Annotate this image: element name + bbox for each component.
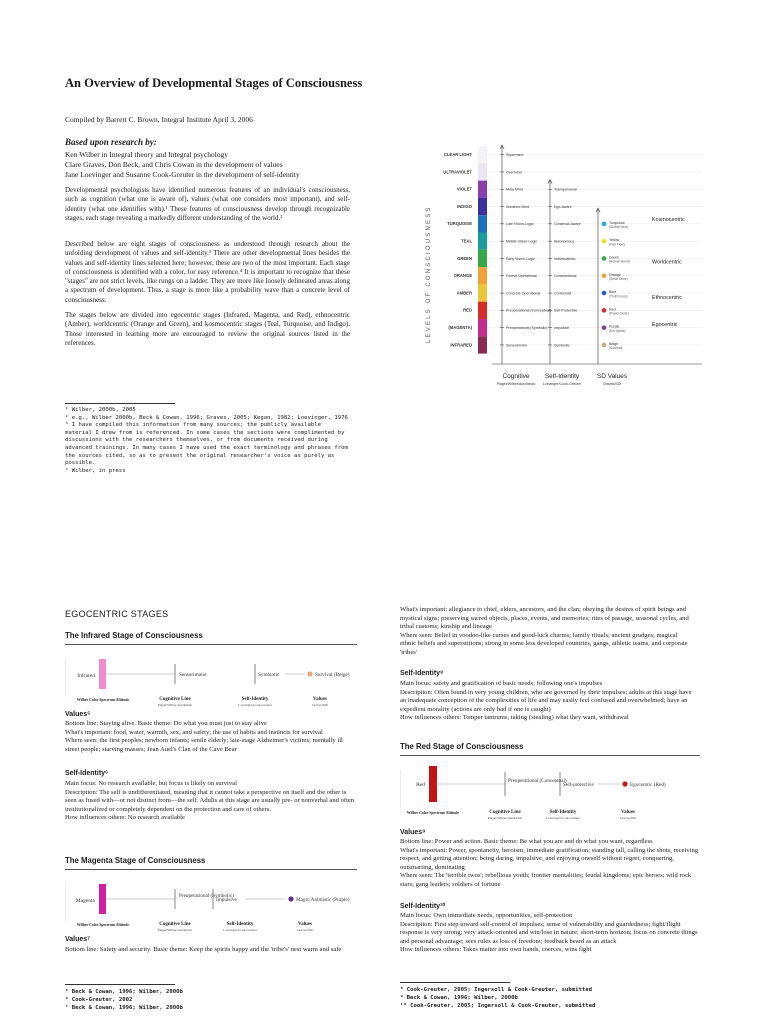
magenta-mini-diagram (65, 876, 357, 932)
level-label: CLEAR LIGHT (443, 152, 472, 157)
magenta-self-head: Self-Identity⁸ (400, 670, 444, 677)
level-band (478, 250, 487, 267)
magenta-title: The Magenta Stage of Consciousness (65, 856, 206, 865)
svg-text:Loevinger/Cook-Greuter: Loevinger/Cook-Greuter (546, 816, 580, 820)
page-title: An Overview of Developmental Stages of Consciousness (65, 76, 363, 90)
svg-text:Graves/SDi: Graves/SDi (620, 816, 636, 820)
values-stage: Green (609, 255, 619, 260)
values-dot (602, 239, 607, 244)
svg-text:Loevinger/Cook-Greuter: Loevinger/Cook-Greuter (223, 928, 257, 932)
cognitive-stage: Early Vision-Logic (506, 256, 535, 261)
values-value: Egocentric (Red) (630, 782, 666, 788)
svg-text:Wilber Color Spectrum Altitude: Wilber Color Spectrum Altitude (406, 811, 460, 815)
text-line: How influences others: Takes matter into own hands, coerces, wins fight (400, 946, 592, 954)
values-stage-sub: (Human Bond) (609, 259, 630, 264)
text-line: Where seen: Belief in voodoo-like curses and good-luck charms; family rituals; ancient grudges; magical ethnic beliefs and superstitions; strong in some less developed countries, gangs, athletic teams, and corporate 'tribes' (400, 631, 688, 656)
axis-sub-cognitive: Piaget/Wilber/Aurobindo (496, 382, 536, 386)
svg-text:Piaget/Wilber/Aurobindo: Piaget/Wilber/Aurobindo (157, 928, 193, 932)
values-dot (288, 896, 293, 901)
self-stage: Self-Protective (554, 308, 578, 313)
cognitive-value: Preoperational (Conceptual) (508, 778, 567, 784)
footnotes-page1 (65, 407, 350, 475)
red-values-text (400, 838, 700, 890)
text-line: Description: The self is undifferentiated, meaning that it cannot take a perspective on itself and the other is seen as fused with—or not distinct from—the self. Adults at this stage are usually pre- or nonverbal and often institutionalized or completely dependent on the protection and care of others. (65, 788, 355, 813)
values-stage: Red (609, 307, 616, 312)
text-line: How influences others: Temper tantrums, taking (stealing) what they want, withdrawal (400, 714, 629, 722)
axis-label-self: Self-Identity (544, 373, 580, 380)
centric-label: Kosmocentric (652, 217, 685, 224)
values-stage-sub: (Power Gods) (609, 311, 629, 316)
footnote-divider (65, 403, 175, 404)
infrared-self-head: Self-Identity⁶ (65, 770, 109, 777)
title-rule (400, 755, 700, 756)
color-label: Red (416, 782, 425, 788)
intro-paragraph-2: Described below are eight stages of consciousness as understood through research about the unfolding development of values and self-identity.³ There are other developmental lines besides the values and self-identity lines selected here; however, these are two of the most important. Each stage of consciousness is identified with a color, for easy reference.⁴ It is important to recognize that these "stages" are not strict levels, like rungs on a ladder. They are more like loosely delineated areas along a spectrum of development. Thus, a stage is more like a probability wave than a concrete level of consciousness. (65, 240, 350, 304)
self-identity-line (548, 180, 581, 364)
values-stage-sub: (Kin Spirits) (609, 328, 626, 333)
text-line: Main focus: safety and gratification of basic needs; following one's impulses (400, 680, 603, 687)
self-value: Impulsive (216, 897, 237, 903)
self-stage: Symbiotic (554, 343, 570, 348)
axis-sub-self: Loevinger/Cook-Greuter (542, 382, 582, 386)
values-value: Magic/Animistic (Purple) (296, 897, 350, 903)
footnote: ⁹ Beck & Cowan, 1996; Wilber, 2000b (400, 995, 518, 1001)
footnote: ⁸ Cook-Greuter, 2005; Ingersoll & Cook-Greuter, submitted (400, 987, 592, 993)
levels-diagram (412, 138, 712, 403)
based-list (65, 150, 300, 180)
level-label: RED (463, 307, 472, 313)
level-band (478, 181, 487, 198)
footnotes-right (400, 986, 595, 1010)
based-item: Clare Graves, Don Beck, and Chris Cowan in the development of values (65, 160, 283, 169)
svg-text:Wilber Color Spectrum Altitude: Wilber Color Spectrum Altitude (76, 923, 130, 927)
text-line: What's important: Power, spontaneity, heroism, immediate gratification; standing tall, calling the shots, receiving respect, and getting attention; being daring, impulsive, and enjoying oneself without regret; conquering, outsmarting, dominating (400, 846, 699, 871)
based-item: Ken Wilber in Integral theory and Integral psychology (65, 150, 229, 159)
values-dot (622, 781, 627, 786)
cognitive-stage: Preoperational (Symbolic) (506, 325, 548, 330)
values-stage-sub: (Survival) (609, 346, 623, 351)
text-line: Where seen: The 'terrible twos'; rebellious youth; frontier mentalities; feudal kingdoms; epic heroes; wild rock stars; gang leaders; soldiers of fortune (400, 872, 692, 888)
level-label: INDIGO (457, 203, 472, 209)
self-stage: Transpersonal (554, 187, 577, 192)
svg-text:Graves/SDi: Graves/SDi (297, 928, 313, 932)
red-self-head: Self-Identity¹⁰ (400, 903, 446, 910)
values-dot (602, 325, 607, 330)
cognitive-line (500, 145, 551, 364)
cognitive-stage: Concrete Operational (506, 291, 541, 296)
level-label: INFRARED (450, 342, 472, 348)
svg-text:Piaget/Wilber/Aurobindo: Piaget/Wilber/Aurobindo (157, 703, 193, 707)
values-stage-sub: (Truth Force) (609, 294, 628, 299)
red-self-text (400, 912, 700, 955)
cognitive-stage: Meta Mind (506, 187, 523, 192)
self-stage: Impulsive (554, 325, 570, 330)
level-label: ORANGE (453, 273, 472, 279)
svg-text:Piaget/Wilber/Aurobindo: Piaget/Wilber/Aurobindo (487, 816, 523, 820)
title-rule (65, 644, 357, 645)
footnote-divider (65, 984, 175, 985)
self-stage: Construct-Aware (554, 222, 581, 227)
cognitive-stage: Supermind (506, 152, 524, 157)
values-stage: Turquoise (609, 220, 625, 225)
values-dot (602, 308, 607, 313)
level-label: GREEN (457, 255, 472, 261)
axis-label-values: SD Values (596, 373, 628, 380)
text-line: Bottom line: Power and action. Basic theme: Be what you are and do what you want, regardless (400, 838, 653, 845)
cognitive-stage: Late Vision-Logic (506, 222, 534, 227)
values-dot (602, 256, 607, 261)
magenta-values-head: Values⁷ (65, 936, 91, 943)
centric-labels (652, 217, 685, 328)
values-stage-sub: (Global View) (609, 225, 629, 230)
centric-label: Egocentric (652, 321, 678, 328)
color-bar (99, 659, 106, 689)
self-value: Self-protective (563, 782, 594, 788)
text-line: How influences others: No research available (65, 814, 185, 822)
level-band (478, 233, 487, 250)
level-label: (MAGENTA) (448, 325, 472, 330)
text-line: Description: Often found in very young children, who are governed by their impulses; adults at this stage have an inadequate conception of the complexities of life and may easily feel confused and overwhelmed; have an expedient morality (actions are only bad if one is caught) (400, 688, 692, 713)
values-dot (602, 343, 607, 348)
values-value: Survival (Beige) (315, 672, 350, 678)
footnote: ⁶ Cook-Greuter, 2002 (65, 997, 133, 1003)
text-line: Bottom line: Staying alive. Basic theme: Do what you must just to stay alive (65, 720, 267, 727)
cognitive-stage: Overmind (506, 170, 522, 175)
self-stage: Autonomous (554, 239, 575, 244)
text-line: What's important: allegiance to chief, elders, ancestors, and the clan; obeying the desires of spirit beings and mystical signs; preserving sacred objects, places, events, and memories; rites of passage, seasonal cycles, and tribal customs; kinship and lineage (400, 606, 689, 631)
level-band (478, 336, 487, 353)
values-stage: Blue (609, 290, 617, 295)
magenta-values-continued (400, 606, 692, 658)
footnote: ¹ Wilber, 2000b, 2005 (65, 407, 136, 413)
text-line: Main focus: Own immediate needs, opportunities, self-protection (400, 912, 573, 919)
svg-text:Wilber Color Spectrum Altitude: Wilber Color Spectrum Altitude (76, 698, 130, 702)
values-stage-sub: (Flex Flow) (609, 242, 625, 247)
color-bar (429, 766, 437, 802)
svg-text:Cognitive Line: Cognitive Line (159, 697, 191, 702)
magenta-values-text (65, 946, 357, 955)
footnote: ⁴ Wilber, in press (65, 467, 126, 474)
svg-text:Graves/SDi: Graves/SDi (312, 703, 328, 707)
text-line: What's important: food, water, warmth, sex, and safety; the use of habits and instincts for survival (65, 728, 323, 736)
values-dot (602, 291, 607, 296)
svg-text:Loevinger/Cook-Greuter: Loevinger/Cook-Greuter (238, 703, 272, 707)
text-line: Bottom line: Safety and security. Basic theme: Keep the spirits happy and the 'tribe's' nest warm and safe (65, 946, 342, 953)
svg-text:Values: Values (298, 922, 312, 927)
text-line: Main focus: No research available, but focus is likely on survival (65, 780, 237, 787)
level-band (478, 198, 487, 215)
infrared-mini-diagram (65, 651, 357, 707)
cognitive-stage: Formal Operational (506, 274, 537, 279)
values-stage: Beige (609, 341, 619, 346)
svg-text:Values: Values (313, 697, 327, 702)
axis-sub-values: Graves/SDi (602, 382, 622, 386)
axis-label-cognitive: Cognitive (502, 373, 530, 380)
level-label: VIOLET (456, 186, 472, 192)
level-band (478, 319, 487, 336)
centric-label: Worldcentric (652, 259, 682, 266)
section-heading: EGOCENTRIC STAGES (65, 609, 169, 619)
level-band (478, 284, 487, 301)
compiled-by: Compiled by Barrett C. Brown, Integral Institute April 3, 2006 (65, 115, 253, 124)
red-mini-diagram (400, 762, 700, 824)
intro-paragraph-1: Developmental psychologists have identified numerous features of an individual's consciousness, such as cognition (what one is aware of), values (what one considers most important), and self-identity (what one identifies with).¹ These features of consciousness develop through recognizable stages, each stage revealing a markedly different understanding of the world.² (65, 186, 350, 222)
based-heading: Based upon research by: (65, 137, 157, 147)
values-dot (602, 273, 607, 278)
infrared-values-head: Values⁵ (65, 711, 91, 718)
red-values-head: Values⁹ (400, 829, 426, 836)
cognitive-stage: Sensorimotor (506, 343, 528, 348)
svg-text:Values: Values (621, 810, 635, 815)
cognitive-stage: Preoperational (Conceptual) (506, 308, 551, 313)
values-stage-sub: (Strive Drive) (609, 276, 628, 281)
level-label: TURQUOISE (447, 221, 472, 227)
cognitive-value: Sensorimotor (179, 672, 207, 678)
color-label: Infrared (77, 673, 95, 679)
level-label: TEAL (461, 238, 472, 244)
level-band (478, 163, 487, 180)
svg-text:Self-Identity: Self-Identity (226, 922, 254, 927)
footnote: ² e.g., Wilber 2000b, Beck & Cowan, 1996; Graves, 2005; Kegan, 1982; Loevinger, 1976 (65, 414, 348, 421)
level-band (478, 267, 487, 284)
text-line: Description: First step toward self-control of impulses; sense of vulnerability and guardedness; fight/flight response is very strong; very attack-oriented and win/lose in nature; short-term horizon; focus on concrete things and personal advantage; sees rules as loss of freedom; feedback heard as an attack (400, 920, 698, 945)
level-label: AMBER (456, 290, 472, 296)
red-title: The Red Stage of Consciousness (400, 742, 524, 751)
cognitive-stage: Middle Vision-Logic (506, 239, 538, 244)
values-stage: Purple (609, 324, 620, 329)
cognitive-value: Preoperational (Symbolic) (179, 893, 234, 899)
diagram-side-label: LEVELS OF CONSCIOUSNESS (426, 205, 432, 343)
text-line: Where seen: the first peoples; newborn infants; senile elderly; late-stage Alzheimer's victims; mentally ill street people; starving masses; Jean Auel's Clan of the Cave Bear (65, 737, 343, 753)
values-dot (602, 222, 607, 227)
level-label: ULTRAVIOLET (443, 169, 472, 175)
level-band (478, 215, 487, 232)
intro-paragraph-3: The stages below are divided into egocentric stages (Infrared, Magenta, and Red), ethnocentric (Amber), worldcentric (Orange and Green), and kosmocentric stages (Teal, Turquoise, and Indigo). Those interested in learning more are encouraged to review the original sources listed in the references. (65, 311, 350, 347)
footnote: ⁷ Beck & Cowan, 1996; Wilber, 2000b (65, 1005, 183, 1011)
title-rule (65, 869, 357, 870)
footnote: ¹⁰ Cook-Greuter, 2005; Ingersoll & Cook-Greuter, submitted (400, 1003, 596, 1009)
magenta-self-text (400, 680, 692, 723)
infrared-title: The Infrared Stage of Consciousness (65, 631, 203, 640)
level-labels (443, 152, 472, 347)
footnote: ³ I have compiled this information from many sources; the publicly available material I drew from is referenced. In some cases the sections were complimented by discussions with the researchers themselves, or from documents received during advanced trainings. In many cases I have used the exact terminology and phrases from the sources cited, so as to present the original researcher's voice as purely as possible. (65, 422, 348, 467)
level-band (478, 302, 487, 319)
values-stage: Orange (609, 272, 621, 277)
values-line (596, 208, 630, 364)
centric-label: Ethnocentric (652, 294, 682, 301)
svg-text:Self-Identity: Self-Identity (549, 810, 577, 815)
cognitive-stage: Illumined Mind (506, 204, 530, 209)
footnote-divider (400, 982, 510, 983)
svg-text:Cognitive Line: Cognitive Line (159, 922, 191, 927)
self-value: Symbiotic (258, 672, 280, 678)
level-band (478, 146, 487, 163)
color-bar (99, 884, 106, 914)
infrared-values-text (65, 720, 357, 754)
values-dot (307, 671, 312, 676)
infrared-self-text (65, 780, 357, 823)
self-stage: Ego-Aware (554, 204, 572, 209)
self-stage: Individualistic (554, 256, 576, 261)
color-label: Magenta (75, 898, 95, 904)
values-stage: Yellow (609, 238, 620, 243)
based-item: Jane Loevinger and Susanne Cook-Greuter in the development of self-identity (65, 170, 300, 179)
footnotes-left (65, 988, 183, 1012)
svg-text:Cognitive Line: Cognitive Line (489, 810, 521, 815)
footnote: ⁵ Beck & Cowan, 1996; Wilber, 2000b (65, 989, 183, 995)
svg-text:Self-Identity: Self-Identity (241, 697, 269, 702)
self-stage: Conscientious (554, 274, 577, 279)
self-stage: Conformist (554, 291, 572, 296)
